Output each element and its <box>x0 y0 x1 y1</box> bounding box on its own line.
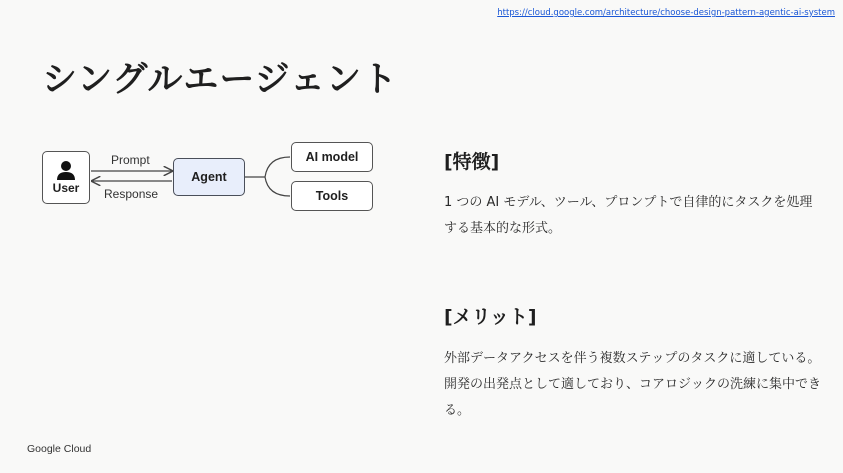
user-icon <box>55 160 77 180</box>
tools-node <box>291 181 373 211</box>
single-agent-diagram <box>0 0 420 260</box>
user-node <box>42 151 90 204</box>
slide-title: シングルエージェント <box>42 60 398 100</box>
merits-body: 外部データアクセスを伴う複数ステップのタスクに適している。開発の出発点として適しており、コアロジックの洗練に集中できる。 <box>444 351 822 418</box>
tools-label: Tools <box>315 189 349 203</box>
agent-node <box>173 158 245 196</box>
footer-brand: Google Cloud <box>27 443 92 455</box>
source-link[interactable]: https://cloud.google.com/architecture/choose-design-pattern-agentic-ai-system <box>497 8 835 18</box>
merits-heading: [メリット] <box>444 306 537 328</box>
agent-label: Agent <box>191 170 227 184</box>
features-body: 1 つの AI モデル、ツール、プロンプトで自律的にタスクを処理する基本的な形式。 <box>444 195 813 236</box>
ai-model-label: AI model <box>305 150 359 164</box>
diagram-connectors <box>0 0 420 260</box>
ai-model-node <box>291 142 373 172</box>
user-label: User <box>52 181 80 195</box>
features-heading: [特徴] <box>444 151 500 173</box>
prompt-label: Prompt <box>111 153 150 167</box>
branch-connector <box>245 157 290 196</box>
response-label: Response <box>104 187 159 201</box>
